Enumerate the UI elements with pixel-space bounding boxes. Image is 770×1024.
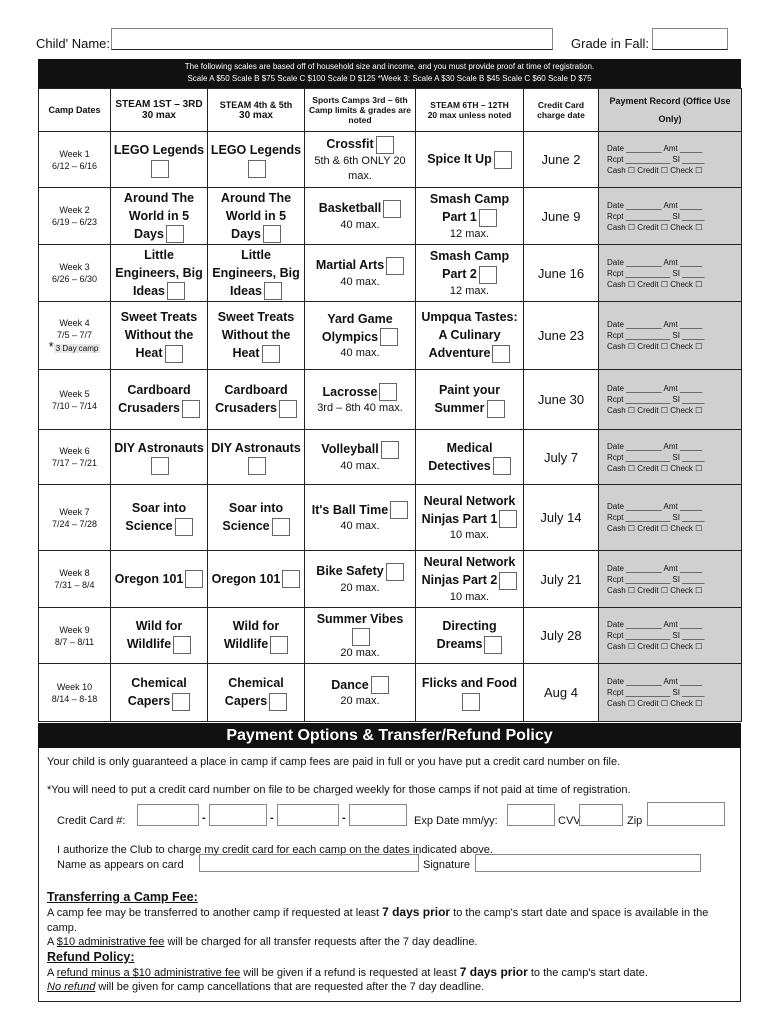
steam-1-3-camp[interactable] (111, 302, 208, 370)
camp-checkbox[interactable] (386, 563, 404, 581)
camp-checkbox[interactable] (262, 345, 280, 363)
camp-limit: 40 max. (340, 347, 380, 360)
sports-camp[interactable] (305, 302, 416, 370)
scale-info-banner (38, 59, 741, 88)
sports-camp[interactable] (305, 551, 416, 608)
camp-name: Directing Dreams (436, 619, 497, 652)
camp-name: Wild for Wildlife (126, 619, 183, 652)
sports-camp[interactable] (305, 608, 416, 664)
refund-heading: Refund Policy: (47, 950, 135, 964)
payment-record-cell: Date ________ Amt _____ Rcpt __________ SI _____ Cash ☐ Credit ☐ Check ☐ (599, 430, 742, 485)
camp-checkbox[interactable] (151, 160, 169, 178)
camp-checkbox[interactable] (371, 676, 389, 694)
camp-checkbox[interactable] (264, 282, 282, 300)
camp-name: Sweet Treats Without the Heat (120, 310, 198, 361)
camp-name: Yard Game Olympics (321, 311, 393, 344)
authorize-text: I authorize the Club to charge my credit card for each camp on the dates indicated above. (57, 844, 493, 856)
grade-label: Grade in Fall: (571, 36, 650, 51)
camp-name: Dance (331, 677, 369, 692)
policy-section: Your child is only guaranteed a place in camp if camp fees are paid in full or you have put a credit card number on file. *You will need to put a credit card number on file to be charged weekly for those camps if not paid at time of registration. Credit Card #: - - - Exp Date mm/yy: CVV Zip I authorize the Club to charge my credit card for each camp on the dates indicated above. Name as appears on card Signature Transferring a Camp Fee: A camp fee may be transferred to another camp if requested at least 7 days prior to the camp's start date and space is available in the camp. A $10 administrative fee will be charged for all transfer requests after the 7 day deadline. Refund Policy: A refund minus a $10 administrative fee will be given if a refund is requested at least 7 days prior to the camp's start date. No refund will be given for camp cancellations that are requested after the 7 day deadline. (38, 748, 741, 1002)
policy-guarantee-text: Your child is only guaranteed a place in camp if camp fees are paid in full or you have put a credit card number on file. (47, 756, 621, 768)
camp-name: Soar into Science (222, 501, 284, 534)
sports-camp[interactable] (305, 370, 416, 430)
cc-number-field-2[interactable] (209, 804, 267, 826)
steam-6-12-camp[interactable] (416, 485, 524, 551)
cvv-field[interactable] (579, 804, 623, 826)
policy-cc-required-text: *You will need to put a credit card number on file to be charged weekly for those camps if not paid at time of registration. (47, 784, 631, 796)
week-cell: Week 5 7/10 – 7/14 (39, 370, 111, 430)
camp-limit: 10 max. (449, 590, 490, 603)
steam-4-5-camp[interactable] (208, 302, 305, 370)
sports-camp[interactable] (305, 245, 416, 302)
sports-camp[interactable] (305, 188, 416, 245)
camp-checkbox[interactable] (479, 209, 497, 227)
grade-field[interactable] (652, 28, 728, 50)
camp-name: Umpqua Tastes: A Culinary Adventure (421, 310, 518, 361)
steam-1-3-camp[interactable] (111, 551, 208, 608)
header-sports: Sports Camps 3rd – 6th Camp limits & grades are noted (305, 89, 416, 132)
camp-name: Chemical Capers (224, 676, 284, 709)
payment-record-cell: Date ________ Amt _____ Rcpt __________ SI _____ Cash ☐ Credit ☐ Check ☐ (599, 245, 742, 302)
camp-name: Little Engineers, Big Ideas (212, 247, 300, 298)
camp-name: LEGO Legends (210, 143, 302, 158)
cc-charge-date: July 14 (524, 485, 599, 551)
policy-title: Payment Options & Transfer/Refund Policy (38, 723, 741, 748)
camp-checkbox[interactable] (182, 400, 200, 418)
camp-checkbox[interactable] (270, 636, 288, 654)
header-steam-6-12: STEAM 6TH – 12TH 20 max unless noted (416, 89, 524, 132)
camp-checkbox[interactable] (487, 400, 505, 418)
steam-4-5-camp[interactable] (208, 245, 305, 302)
camp-checkbox[interactable] (151, 457, 169, 475)
week-cell: Week 6 7/17 – 7/21 (39, 430, 111, 485)
camp-schedule-table (38, 88, 742, 722)
camp-checkbox[interactable] (386, 257, 404, 275)
steam-6-12-camp[interactable] (416, 245, 524, 302)
camp-name: Crossfit (326, 137, 374, 152)
camp-checkbox[interactable] (484, 636, 502, 654)
steam-1-3-camp[interactable] (111, 188, 208, 245)
camp-name: DIY Astronauts (114, 440, 204, 455)
cc-charge-date: June 16 (524, 245, 599, 302)
steam-1-3-camp[interactable] (111, 485, 208, 551)
steam-4-5-camp[interactable] (208, 551, 305, 608)
header-steam-4-5: STEAM 4th & 5th 30 max (208, 89, 305, 132)
camp-name: Around The World in 5 Days (123, 190, 195, 241)
name-on-card-label: Name as appears on card (57, 859, 184, 871)
table-row (39, 245, 742, 302)
steam-4-5-camp[interactable] (208, 664, 305, 722)
payment-record-cell: Date ________ Amt _____ Rcpt __________ SI _____ Cash ☐ Credit ☐ Check ☐ (599, 188, 742, 245)
name-on-card-field[interactable] (199, 854, 419, 872)
camp-limit: 40 max. (340, 459, 380, 472)
exp-date-field[interactable] (507, 804, 555, 826)
steam-6-12-camp[interactable] (416, 608, 524, 664)
camp-checkbox[interactable] (499, 510, 517, 528)
steam-1-3-camp[interactable] (111, 430, 208, 485)
header-payment-record: Payment Record (Office Use Only) (599, 89, 742, 132)
payment-record-cell: Date ________ Amt _____ Rcpt __________ SI _____ Cash ☐ Credit ☐ Check ☐ (599, 551, 742, 608)
sports-camp[interactable] (305, 664, 416, 722)
camp-checkbox[interactable] (492, 345, 510, 363)
camp-checkbox[interactable] (390, 501, 408, 519)
cc-charge-date: July 7 (524, 430, 599, 485)
camp-checkbox[interactable] (352, 628, 370, 646)
payment-record-cell: Date ________ Amt _____ Rcpt __________ SI _____ Cash ☐ Credit ☐ Check ☐ (599, 485, 742, 551)
payment-record-cell: Date ________ Amt _____ Rcpt __________ SI _____ Cash ☐ Credit ☐ Check ☐ (599, 132, 742, 188)
week-note: 3 Day camp (55, 343, 99, 353)
camp-checkbox[interactable] (376, 136, 394, 154)
camp-name: Lacrosse (322, 384, 378, 399)
camp-name: Neural Network Ninjas Part 1 (421, 493, 516, 526)
camp-checkbox[interactable] (379, 383, 397, 401)
camp-name: Chemical Capers (127, 676, 187, 709)
camp-checkbox[interactable] (282, 570, 300, 588)
camp-checkbox[interactable] (165, 345, 183, 363)
camp-name: LEGO Legends (113, 143, 205, 158)
steam-1-3-camp[interactable] (111, 370, 208, 430)
camp-checkbox[interactable] (499, 572, 517, 590)
week-cell: Week 2 6/19 – 6/23 (39, 188, 111, 245)
camp-limit: 12 max. (449, 227, 490, 240)
camp-name: Smash Camp Part 1 (429, 192, 510, 225)
signature-field[interactable] (475, 854, 701, 872)
registration-header (36, 28, 736, 52)
steam-1-3-camp[interactable] (111, 132, 208, 188)
exp-date-label: Exp Date mm/yy: (414, 815, 498, 827)
camp-limit: 12 max. (449, 284, 490, 297)
steam-4-5-camp[interactable] (208, 608, 305, 664)
transfer-text-2: A $10 administrative fee will be charged for all transfer requests after the 7 day deadline. (47, 936, 478, 948)
cc-charge-date: June 2 (524, 132, 599, 188)
cc-number-label: Credit Card #: (57, 815, 126, 827)
cc-number-field-3[interactable] (277, 804, 339, 826)
camp-limit: 20 max. (340, 647, 380, 660)
camp-limit: 20 max. (340, 695, 380, 708)
camp-name: Summer Vibes (316, 611, 404, 626)
camp-name: Little Engineers, Big Ideas (115, 247, 203, 298)
camp-name: Bike Safety (316, 564, 384, 579)
table-row (39, 485, 742, 551)
week-cell: Week 8 7/31 – 8/4 (39, 551, 111, 608)
camp-name: Martial Arts (315, 258, 385, 273)
steam-6-12-camp[interactable] (416, 370, 524, 430)
signature-label: Signature (423, 859, 471, 871)
sports-camp[interactable] (305, 132, 416, 188)
camp-checkbox[interactable] (248, 457, 266, 475)
camp-checkbox[interactable] (172, 693, 190, 711)
camp-limit: 5th & 6th ONLY 20 max. (314, 154, 406, 182)
cc-number-field-1[interactable] (137, 804, 199, 826)
camp-name: Spice It Up (427, 152, 492, 167)
camp-name: Smash Camp Part 2 (429, 249, 510, 282)
transfer-heading: Transferring a Camp Fee: (47, 890, 198, 904)
camp-limit: 40 max. (340, 520, 380, 533)
camp-name: DIY Astronauts (211, 440, 301, 455)
payment-record-cell: Date ________ Amt _____ Rcpt __________ SI _____ Cash ☐ Credit ☐ Check ☐ (599, 664, 742, 722)
camp-checkbox[interactable] (380, 328, 398, 346)
camp-limit: 40 max. (340, 218, 380, 231)
camp-limit: 10 max. (449, 529, 490, 542)
cc-charge-date: June 9 (524, 188, 599, 245)
camp-name: Sweet Treats Without the Heat (217, 310, 295, 361)
week-cell: Week 9 8/7 – 8/11 (39, 608, 111, 664)
cc-number-field-4[interactable] (349, 804, 407, 826)
payment-record-cell: Date ________ Amt _____ Rcpt __________ SI _____ Cash ☐ Credit ☐ Check ☐ (599, 302, 742, 370)
camp-checkbox[interactable] (479, 266, 497, 284)
steam-4-5-camp[interactable] (208, 430, 305, 485)
table-row (39, 430, 742, 485)
week-cell: Week 4 7/5 – 7/7 * 3 Day camp (39, 302, 111, 370)
table-row (39, 302, 742, 370)
table-row (39, 664, 742, 722)
steam-4-5-camp[interactable] (208, 370, 305, 430)
zip-field[interactable] (647, 802, 725, 826)
camp-limit: 20 max. (340, 581, 380, 594)
camp-name: It's Ball Time (311, 502, 389, 517)
scale-info-line2: Scale A $50 Scale B $75 Scale C $100 Scale D $125 *Week 3: Scale A $30 Scale B $45 Scale C $60 Scale D $75 (187, 74, 592, 83)
camp-checkbox[interactable] (248, 160, 266, 178)
steam-4-5-camp[interactable] (208, 188, 305, 245)
refund-text-2: No refund will be given for camp cancellations that are requested after the 7 day deadline. (47, 981, 485, 993)
header-cc-date: Credit Card charge date (524, 89, 599, 132)
transfer-text-1: A camp fee may be transferred to another camp if requested at least 7 days prior to the camp's start date and space is available in the camp. (47, 905, 709, 934)
refund-text-1: A refund minus a $10 administrative fee will be given if a refund is requested at least 7 days prior to the camp's start date. (47, 965, 648, 979)
camp-checkbox[interactable] (462, 693, 480, 711)
table-row (39, 551, 742, 608)
table-header-row (39, 89, 742, 132)
camp-checkbox[interactable] (167, 282, 185, 300)
steam-1-3-camp[interactable] (111, 608, 208, 664)
week-cell: Week 10 8/14 – 8-18 (39, 664, 111, 722)
camp-checkbox[interactable] (493, 457, 511, 475)
camp-checkbox[interactable] (279, 400, 297, 418)
cc-charge-date: July 21 (524, 551, 599, 608)
camp-name: Oregon 101 (211, 571, 281, 586)
camp-name: Around The World in 5 Days (220, 190, 292, 241)
camp-checkbox[interactable] (175, 518, 193, 536)
camp-name: Cardboard Crusaders (118, 383, 191, 416)
camp-name: Oregon 101 (114, 571, 184, 586)
header-steam-1-3: STEAM 1ST – 3RD 30 max (111, 89, 208, 132)
steam-6-12-camp[interactable] (416, 430, 524, 485)
header-camp-dates: Camp Dates (39, 89, 111, 132)
steam-6-12-camp[interactable] (416, 188, 524, 245)
cvv-label: CVV (558, 815, 581, 827)
camp-name: Medical Detectives (428, 440, 493, 473)
steam-6-12-camp[interactable] (416, 132, 524, 188)
sports-camp[interactable] (305, 430, 416, 485)
steam-4-5-camp[interactable] (208, 132, 305, 188)
steam-1-3-camp[interactable] (111, 245, 208, 302)
cc-charge-date: June 30 (524, 370, 599, 430)
week-cell: Week 7 7/24 – 7/28 (39, 485, 111, 551)
camp-checkbox[interactable] (383, 200, 401, 218)
table-row (39, 370, 742, 430)
camp-checkbox[interactable] (269, 693, 287, 711)
payment-record-cell: Date ________ Amt _____ Rcpt __________ SI _____ Cash ☐ Credit ☐ Check ☐ (599, 370, 742, 430)
table-row (39, 188, 742, 245)
camp-checkbox[interactable] (381, 441, 399, 459)
cc-charge-date: Aug 4 (524, 664, 599, 722)
steam-1-3-camp[interactable] (111, 664, 208, 722)
steam-6-12-camp[interactable] (416, 551, 524, 608)
steam-6-12-camp[interactable] (416, 302, 524, 370)
camp-name: Cardboard Crusaders (215, 383, 288, 416)
camp-name: Flicks and Food (421, 676, 518, 691)
camp-name: Wild for Wildlife (223, 619, 280, 652)
table-row (39, 132, 742, 188)
camp-limit: 40 max. (340, 275, 380, 288)
sports-camp[interactable] (305, 485, 416, 551)
child-name-field[interactable] (111, 28, 553, 50)
camp-checkbox[interactable] (272, 518, 290, 536)
steam-6-12-camp[interactable] (416, 664, 524, 722)
camp-name: Paint your Summer (434, 383, 501, 416)
camp-limit: 3rd – 8th 40 max. (317, 402, 403, 415)
cc-charge-date: June 23 (524, 302, 599, 370)
camp-name: Soar into Science (125, 501, 187, 534)
camp-checkbox[interactable] (166, 225, 184, 243)
camp-checkbox[interactable] (494, 151, 512, 169)
camp-name: Volleyball (321, 442, 379, 457)
camp-checkbox[interactable] (185, 570, 203, 588)
child-name-label: Child' Name: (36, 36, 111, 51)
scale-info-line1: The following scales are based off of household size and income, and you must provide proof at time of registration. (184, 62, 595, 71)
week-cell: Week 1 6/12 – 6/16 (39, 132, 111, 188)
camp-checkbox[interactable] (173, 636, 191, 654)
table-row (39, 608, 742, 664)
week-cell: Week 3 6/26 – 6/30 (39, 245, 111, 302)
zip-label: Zip (627, 815, 643, 827)
steam-4-5-camp[interactable] (208, 485, 305, 551)
camp-name: Basketball (318, 201, 382, 216)
camp-name: Neural Network Ninjas Part 2 (421, 555, 516, 588)
cc-charge-date: July 28 (524, 608, 599, 664)
payment-record-cell: Date ________ Amt _____ Rcpt __________ SI _____ Cash ☐ Credit ☐ Check ☐ (599, 608, 742, 664)
camp-checkbox[interactable] (263, 225, 281, 243)
